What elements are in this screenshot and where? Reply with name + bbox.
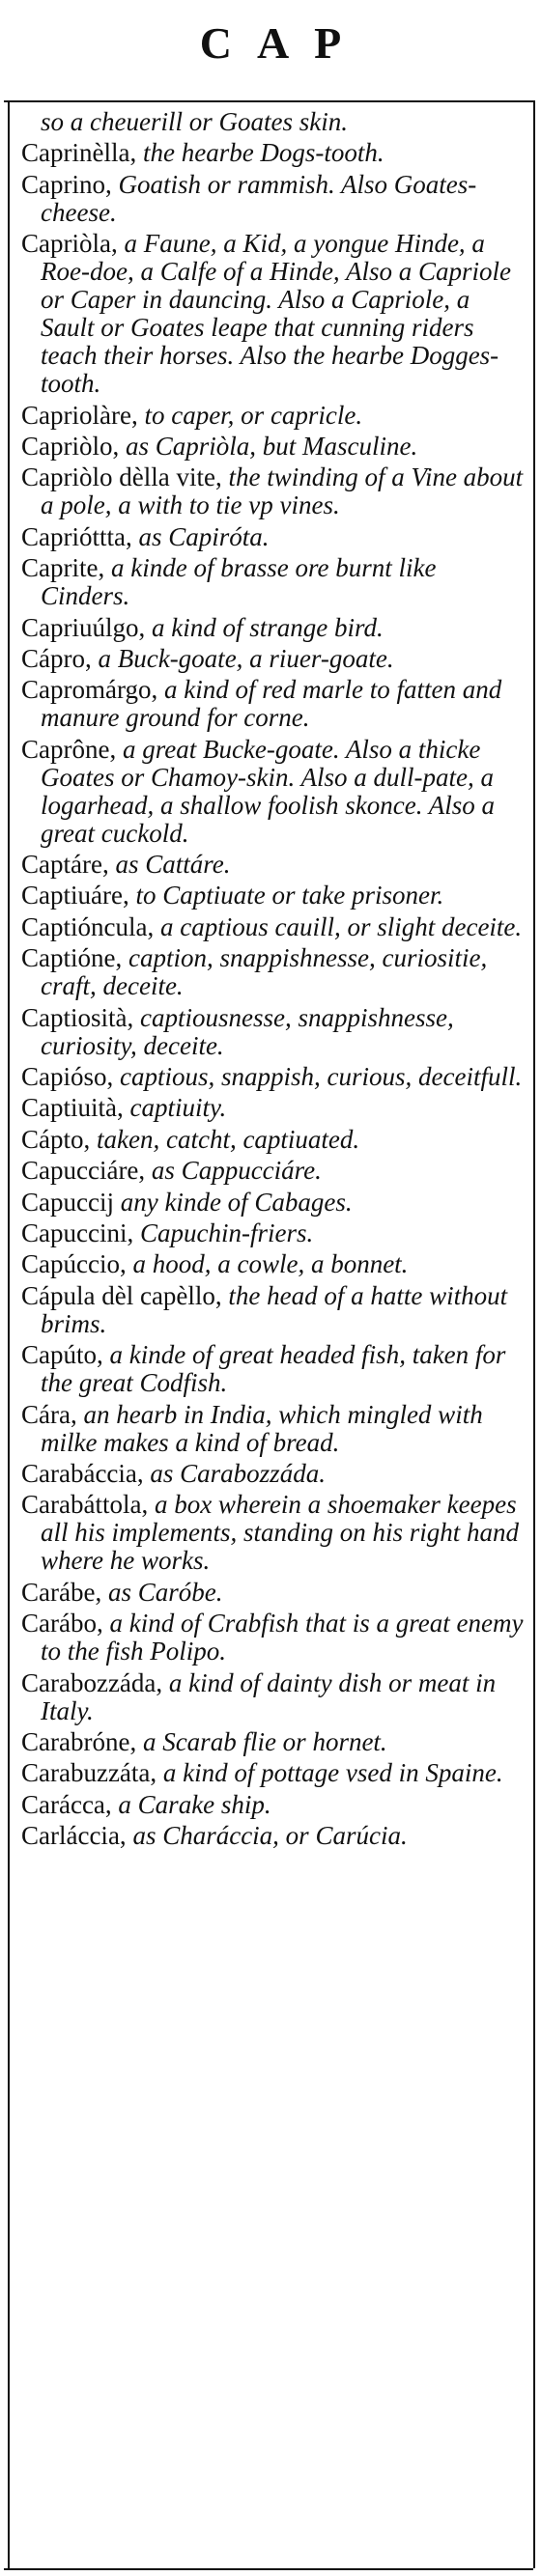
entry-headword: Capucciáre, [21, 1156, 146, 1186]
entry-headword: Carábo, [21, 1609, 103, 1638]
entry-headword: Capuccini, [21, 1218, 134, 1247]
entry-headword: Capriòla, [21, 229, 118, 259]
dictionary-entry [21, 139, 524, 167]
entry-definition: taken, catcht, captiuated. [97, 1124, 360, 1154]
dictionary-entry [21, 402, 524, 430]
entry-definition: the head of a hatte without brims. [41, 1280, 508, 1338]
dictionary-entry [21, 851, 524, 879]
dictionary-entry [21, 1401, 524, 1457]
entry-definition: as Caróbe. [107, 1577, 223, 1607]
entry-headword: Capióso, [21, 1062, 114, 1092]
entry-definition: as Capiróta. [138, 521, 270, 551]
dictionary-entry [21, 1063, 524, 1091]
dictionary-entry [21, 1250, 524, 1278]
entry-definition: to Captiuate or take prisoner. [135, 881, 444, 910]
dictionary-entry [21, 1282, 524, 1338]
entry-headword: Captiuità, [21, 1093, 124, 1123]
dictionary-entry [21, 1341, 524, 1397]
dictionary-entry [21, 1579, 524, 1607]
entry-headword: Carabuzzáta, [21, 1758, 157, 1788]
entry-headword: Caprióttta, [21, 521, 132, 551]
entry-headword: Caprite, [21, 553, 105, 583]
dictionary-entry [21, 1094, 524, 1122]
dictionary-entry [21, 523, 524, 551]
entry-headword: Captióne, [21, 943, 123, 973]
entry-definition: captiousnesse, snappishnesse, curiosity, deceite. [41, 1002, 454, 1060]
dictionary-entry [21, 230, 524, 398]
entry-headword: Capriòlo dèlla vite, [21, 462, 222, 492]
entry-headword: Capriuúlgo, [21, 612, 146, 642]
entry-headword: Capriòlo, [21, 431, 120, 461]
entry-definition: Goatish or rammish. Also Goates-cheese. [41, 169, 477, 227]
dictionary-entry [21, 433, 524, 461]
entry-headword: Carláccia, [21, 1821, 127, 1851]
entry-definition: caption, snappishnesse, curiositie, craft, deceite. [41, 943, 488, 1001]
dictionary-entry [21, 645, 524, 673]
entry-headword: Cápula dèl capèllo, [21, 1280, 222, 1310]
page-header [0, 0, 541, 97]
entry-definition: a kind of red marle to fatten and manure ground for corne. [41, 675, 502, 733]
entry-definition: a box wherein a shoemaker keepes all his implements, standing on his right hand where he works. [41, 1490, 520, 1576]
entry-headword: Capuccij [21, 1187, 114, 1217]
entry-headword: Captiuáre, [21, 881, 129, 910]
entry-definition: as Capriòla, but Masculine. [126, 431, 418, 461]
entry-definition: to caper, or capricle. [144, 400, 363, 430]
entry-headword: Carabáttola, [21, 1490, 149, 1520]
entry-headword: Caprinèlla, [21, 138, 137, 168]
entry-definition: so a cheuerill or Goates skin. [41, 107, 348, 136]
dictionary-entry [21, 1189, 524, 1217]
entry-headword: Capriolàre, [21, 400, 138, 430]
dictionary-entry [21, 554, 524, 610]
dictionary-entry [21, 736, 524, 848]
right-column-rule [533, 100, 535, 2568]
dictionary-entry [21, 1491, 524, 1575]
dictionary-entry [21, 108, 524, 136]
entry-headword: Carabáccia, [21, 1458, 144, 1488]
dictionary-entry [21, 1791, 524, 1819]
top-rule [4, 100, 533, 102]
entry-definition: as Cattáre. [115, 850, 231, 880]
entry-headword: Carabróne, [21, 1726, 137, 1756]
dictionary-entry [21, 1759, 524, 1787]
dictionary-entry [21, 1822, 524, 1850]
entry-definition: captious, snappish, curious, deceitfull. [120, 1062, 523, 1092]
dictionary-entry [21, 676, 524, 732]
entry-definition: an hearb in India, which mingled with milke makes a kind of bread. [41, 1399, 483, 1457]
bottom-rule [4, 2568, 533, 2570]
entry-definition: as Carabozzáda. [150, 1458, 326, 1488]
dictionary-column [21, 108, 524, 1853]
entry-headword: Carábe, [21, 1577, 102, 1607]
entry-headword: Capúccio, [21, 1249, 127, 1279]
entry-definition: a kinde of brasse ore burnt like Cinders. [41, 553, 437, 611]
dictionary-entry [21, 1728, 524, 1756]
left-column-rule [8, 100, 10, 2568]
entry-headword: Captióncula, [21, 911, 155, 941]
dictionary-entry [21, 171, 524, 227]
entry-definition: a kind of Crabfish that is a great enemy to the fish Polipo. [41, 1609, 524, 1666]
entry-headword: Carabozzáda, [21, 1667, 163, 1697]
entry-headword: Capúto, [21, 1340, 103, 1370]
entry-definition: a hood, a cowle, a bonnet. [132, 1249, 409, 1279]
dictionary-entry [21, 1669, 524, 1725]
entry-headword: Captáre, [21, 850, 109, 880]
dictionary-entry [21, 1460, 524, 1488]
dictionary-entry [21, 614, 524, 642]
entry-definition: any kinde of Cabages. [120, 1187, 353, 1217]
entry-headword: Caprino, [21, 169, 112, 199]
entry-definition: a Scarab flie or hornet. [142, 1726, 387, 1756]
entry-definition: as Cappucciáre. [151, 1156, 322, 1186]
running-head: CAP [199, 18, 367, 68]
entry-definition: captiuity. [129, 1093, 227, 1123]
entry-definition: a kind of strange bird. [152, 612, 384, 642]
entry-definition: a Faune, a Kid, a yongue Hinde, a Roe-doe, a Calfe of a Hinde, Also a Capriole or Caper in dauncing. Also a Capriole, a Sault or Goates leape that cunning riders teach their horses. Also the hearbe Dogges-tooth. [41, 229, 511, 399]
dictionary-entry [21, 463, 524, 519]
dictionary-entry [21, 882, 524, 910]
entry-definition: a great Bucke-goate. Also a thicke Goates or Chamoy-skin. Also a dull-pate, a logarhead, a shallow foolish skonce. Also a great cuckold. [41, 734, 496, 848]
dictionary-entry [21, 913, 524, 941]
entry-headword: Capromárgo, [21, 675, 158, 705]
dictionary-entry [21, 1004, 524, 1060]
dictionary-entry [21, 1126, 524, 1154]
dictionary-entry [21, 1219, 524, 1247]
dictionary-entry [21, 1157, 524, 1185]
entry-headword: Cápro, [21, 643, 92, 673]
entry-definition: a Carake ship. [118, 1789, 271, 1819]
entry-headword: Cápto, [21, 1124, 91, 1154]
entry-definition: a captious cauill, or slight deceite. [159, 911, 523, 941]
entry-definition: Capuchin-friers. [139, 1218, 314, 1247]
entry-headword: Captiosità, [21, 1002, 134, 1032]
entry-definition: the twinding of a Vine about a pole, a with to tie vp vines. [41, 462, 524, 520]
entry-definition: a Buck-goate, a riuer-goate. [98, 643, 394, 673]
entry-definition: a kind of dainty dish or meat in Italy. [41, 1667, 497, 1725]
entry-definition: a kinde of great headed fish, taken for the great Codfish. [41, 1340, 506, 1398]
dictionary-entry [21, 1610, 524, 1666]
entry-definition: as Charáccia, or Carúcia. [132, 1821, 408, 1851]
entry-headword: Carácca, [21, 1789, 112, 1819]
entry-headword: Cára, [21, 1399, 77, 1429]
entry-headword: Caprône, [21, 734, 117, 764]
entry-definition: the hearbe Dogs-tooth. [142, 138, 384, 168]
dictionary-entry [21, 944, 524, 1000]
entry-definition: a kind of pottage vsed in Spaine. [162, 1758, 503, 1788]
